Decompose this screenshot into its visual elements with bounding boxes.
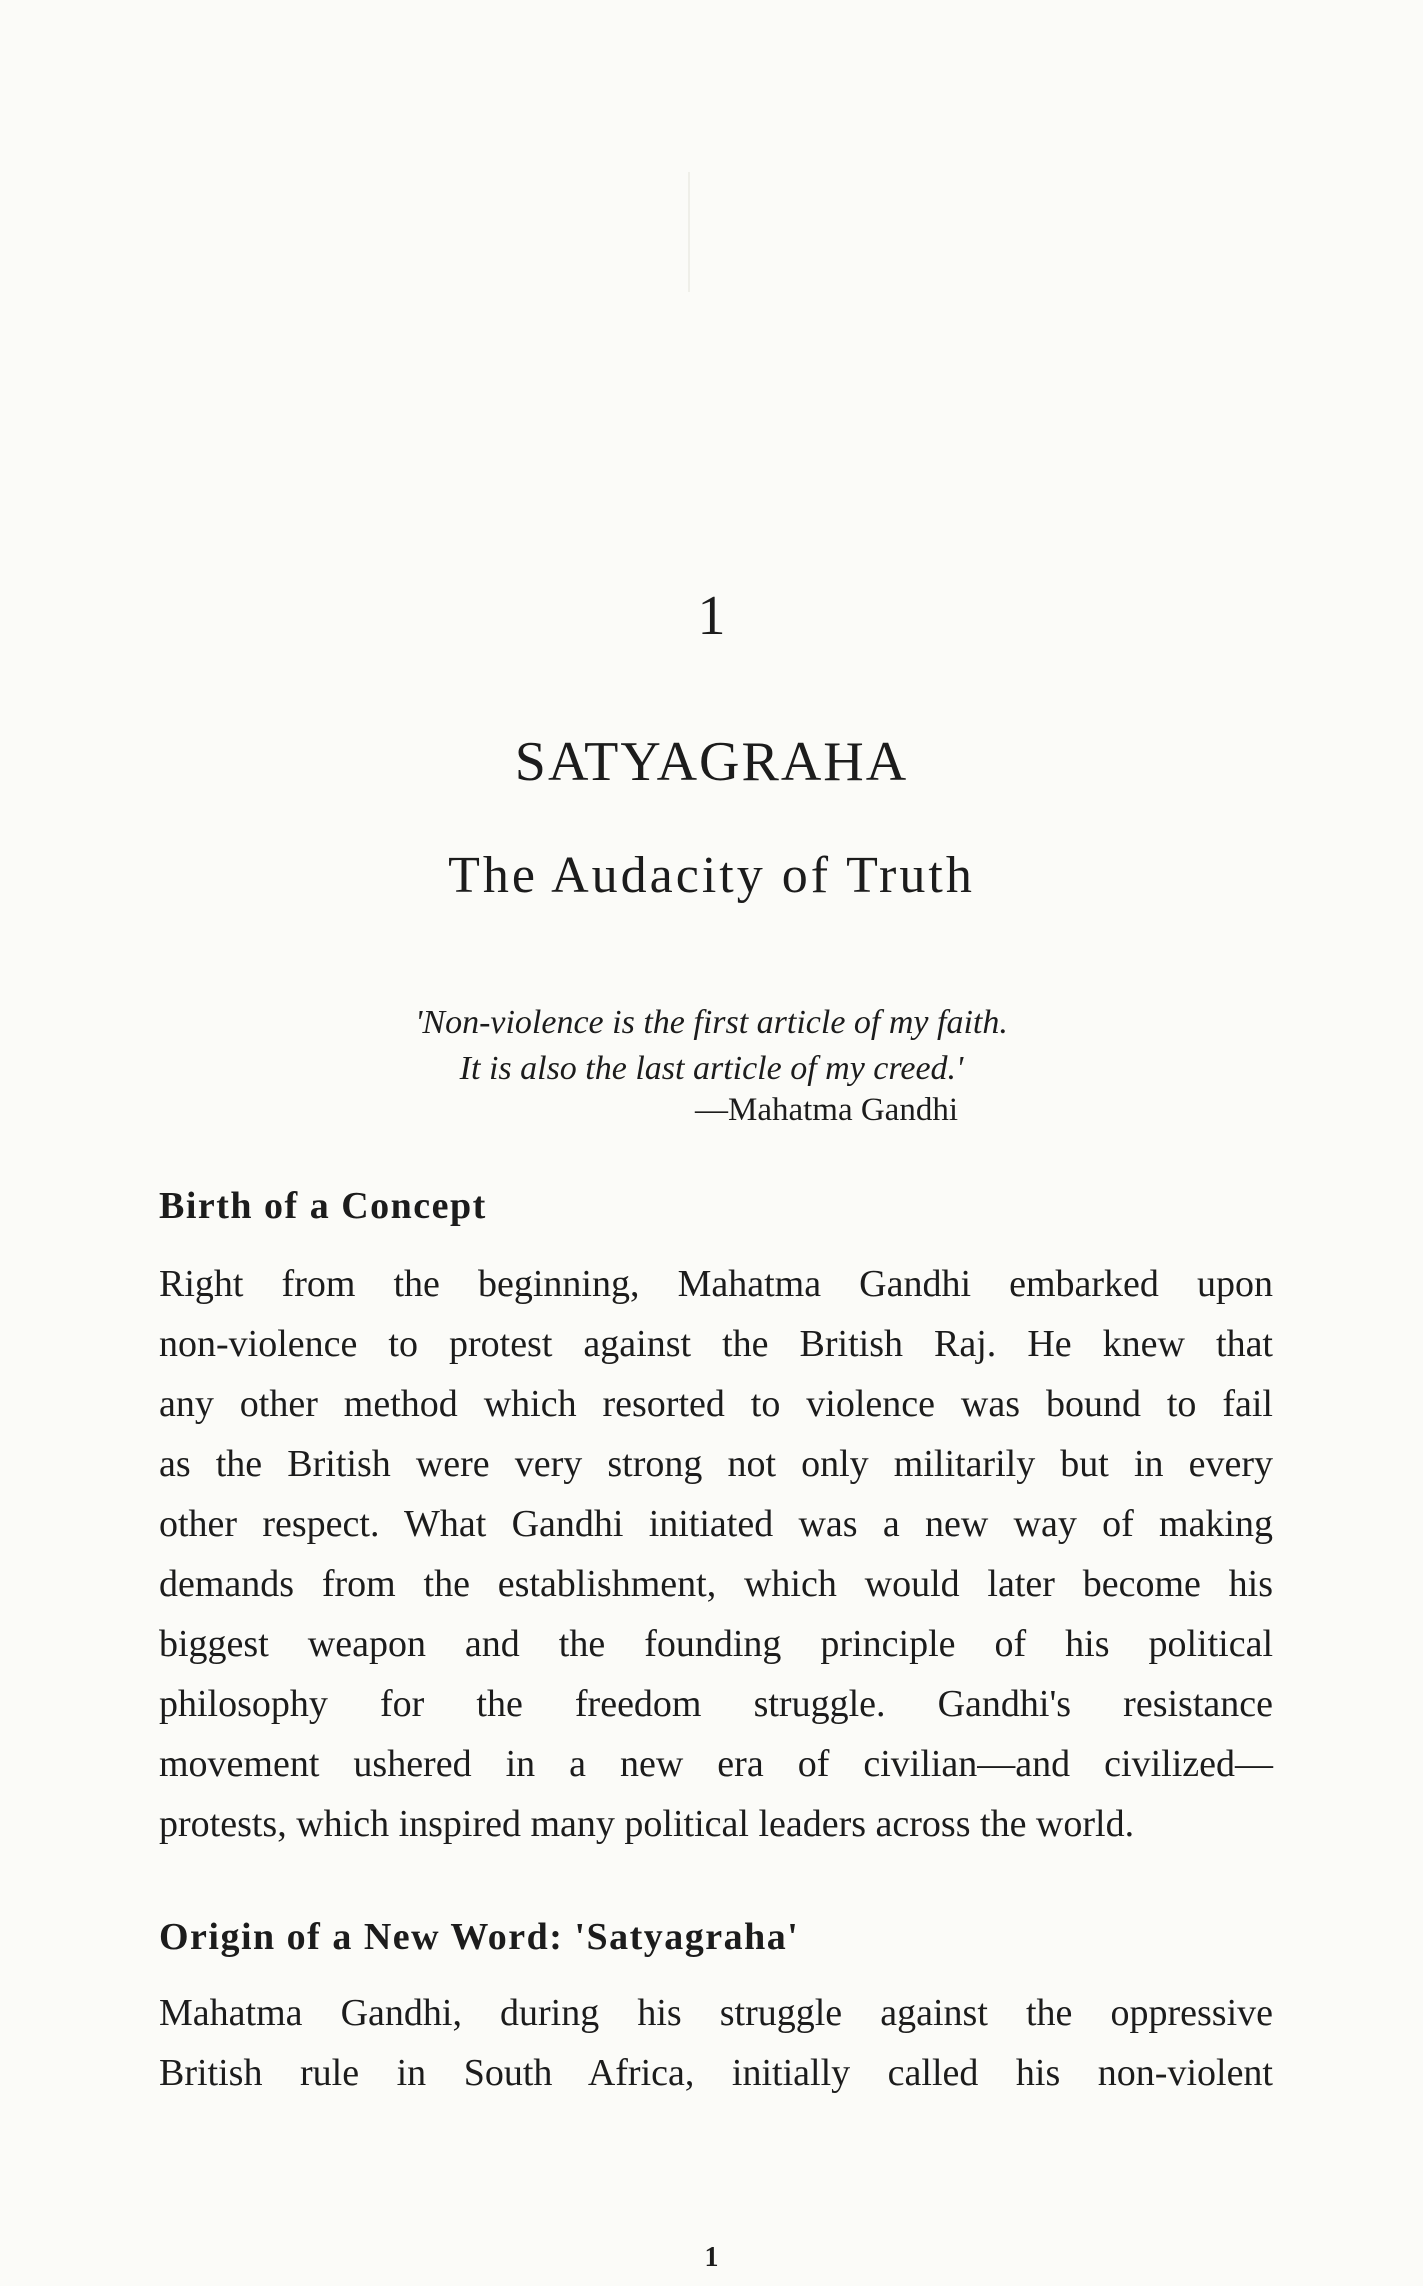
page-number: 1	[704, 2242, 719, 2273]
chapter-subtitle: The Audacity of Truth	[448, 847, 975, 904]
body-line: demands from the establishment, which would later become his	[159, 1563, 1273, 1605]
attribution-text: —Mahatma Gandhi	[694, 1092, 959, 1128]
body-line: non-violence to protest against the British Raj. He knew that	[159, 1323, 1273, 1365]
chapter-number: 1	[697, 585, 726, 647]
section-body-birth-of-a-concept	[159, 1254, 1273, 1854]
body-line: as the British were very strong not only militarily but in every	[159, 1443, 1273, 1485]
body-line: Mahatma Gandhi, during his struggle against the oppressive	[159, 1992, 1273, 2034]
body-line: movement ushered in a new era of civilian—and civilized—	[159, 1743, 1273, 1785]
body-line: philosophy for the freedom struggle. Gandhi's resistance	[159, 1683, 1273, 1725]
body-line: other respect. What Gandhi initiated was a new way of making	[159, 1503, 1273, 1545]
epigraph-line: It is also the last article of my creed.'	[459, 1050, 964, 1087]
body-line: biggest weapon and the founding principle of his political	[159, 1623, 1273, 1665]
scan-artifact-line	[688, 172, 690, 292]
section-heading-birth-of-a-concept: Birth of a Concept	[159, 1185, 487, 1227]
epigraph-attribution	[0, 1090, 1423, 1130]
body-line: protests, which inspired many political leaders across the world.	[159, 1803, 1135, 1845]
body-line: British rule in South Africa, initially called his non-violent	[159, 2052, 1273, 2094]
body-line: any other method which resorted to violence was bound to fail	[159, 1383, 1273, 1425]
body-line: Right from the beginning, Mahatma Gandhi embarked upon	[159, 1263, 1273, 1305]
section-body-origin-of-a-new-word	[159, 1983, 1273, 2103]
section-heading-origin-of-a-new-word: Origin of a New Word: 'Satyagraha'	[159, 1916, 800, 1958]
chapter-title: SATYAGRAHA	[514, 731, 909, 793]
epigraph-line: 'Non-violence is the first article of my faith.	[415, 1004, 1008, 1041]
epigraph-quote	[0, 1000, 1423, 1092]
